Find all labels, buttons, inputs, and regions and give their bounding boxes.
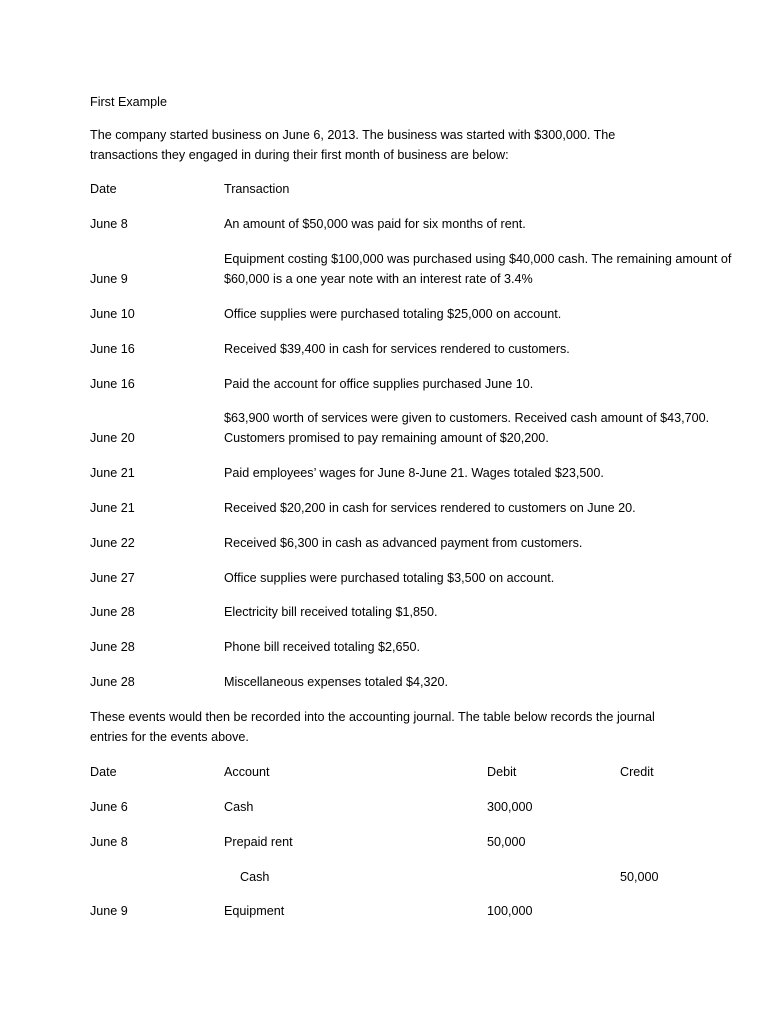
- transaction-text: $63,900 worth of services were given to customers. Received cash amount of $43,700. Customers promised to pay remaining amount of $20,200.: [224, 411, 710, 445]
- transaction-text: Received $6,300 in cash as advanced payment from customers.: [224, 536, 583, 550]
- journal-account: Equipment: [224, 904, 285, 918]
- transaction-date: June 27: [90, 571, 135, 585]
- journal-header-account: Account: [224, 765, 270, 779]
- transaction-text: Paid employees’ wages for June 8-June 21. Wages totaled $23,500.: [224, 466, 604, 480]
- journal-debit: 100,000: [487, 904, 533, 918]
- journal-date: June 9: [90, 904, 128, 918]
- transaction-date: June 28: [90, 640, 135, 654]
- journal-debit: 300,000: [487, 800, 533, 814]
- transaction-text: Received $39,400 in cash for services rendered to customers.: [224, 342, 570, 356]
- journal-debit: 50,000: [487, 835, 526, 849]
- journal-header-date: Date: [90, 765, 117, 779]
- transaction-text: Equipment costing $100,000 was purchased using $40,000 cash. The remaining amount of $60,000 is a one year note with an interest rate of 3.4%: [224, 252, 732, 286]
- journal-date: June 8: [90, 835, 128, 849]
- transaction-date: June 21: [90, 466, 135, 480]
- transaction-text: Miscellaneous expenses totaled $4,320.: [224, 675, 449, 689]
- transaction-text: Phone bill received totaling $2,650.: [224, 640, 421, 654]
- journal-header-debit: Debit: [487, 765, 517, 779]
- transactions-header-transaction: Transaction: [224, 182, 290, 196]
- transaction-date: June 9: [90, 272, 128, 286]
- transaction-text: Office supplies were purchased totaling $25,000 on account.: [224, 307, 562, 321]
- transaction-text: Electricity bill received totaling $1,850.: [224, 605, 438, 619]
- transaction-date: June 16: [90, 342, 135, 356]
- transactions-header-date: Date: [90, 182, 117, 196]
- journal-account: Cash: [240, 870, 270, 884]
- transaction-text: An amount of $50,000 was paid for six months of rent.: [224, 217, 526, 231]
- transaction-date: June 22: [90, 536, 135, 550]
- journal-header-credit: Credit: [620, 765, 654, 779]
- document-heading: First Example: [90, 95, 167, 109]
- journal-account: Cash: [224, 800, 254, 814]
- transaction-date: June 21: [90, 501, 135, 515]
- journal-account: Prepaid rent: [224, 835, 293, 849]
- transaction-text: Received $20,200 in cash for services rendered to customers on June 20.: [224, 501, 636, 515]
- journal-intro-paragraph: These events would then be recorded into the accounting journal. The table below records the journal entries for the events above.: [90, 710, 655, 744]
- transaction-text: Office supplies were purchased totaling $3,500 on account.: [224, 571, 555, 585]
- transaction-date: June 20: [90, 431, 135, 445]
- transaction-date: June 28: [90, 675, 135, 689]
- transaction-date: June 16: [90, 377, 135, 391]
- transaction-date: June 10: [90, 307, 135, 321]
- journal-date: June 6: [90, 800, 128, 814]
- transaction-date: June 28: [90, 605, 135, 619]
- intro-paragraph: The company started business on June 6, 2013. The business was started with $300,000. The transactions they engaged in during their first month of business are below:: [90, 128, 616, 162]
- transaction-text: Paid the account for office supplies purchased June 10.: [224, 377, 534, 391]
- transaction-date: June 8: [90, 217, 128, 231]
- journal-credit: 50,000: [620, 870, 659, 884]
